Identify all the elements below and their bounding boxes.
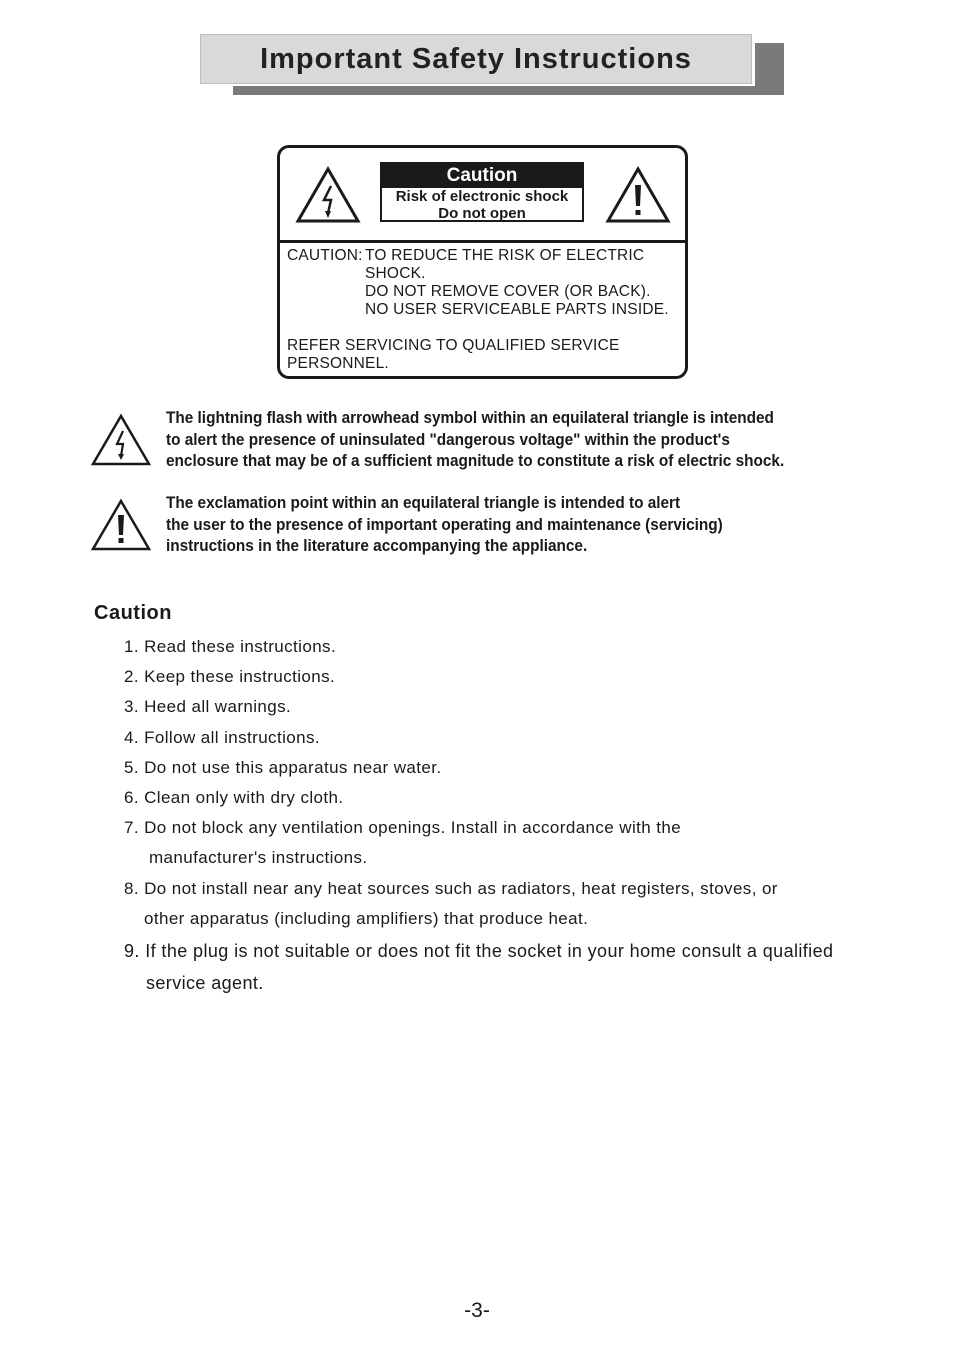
- caution-line: SHOCK.: [365, 265, 426, 282]
- exclamation-symbol-description: [166, 493, 836, 558]
- page-title: Important Safety Instructions: [260, 42, 692, 75]
- description-line: to alert the presence of uninsulated "dangerous voltage" within the product's: [166, 430, 730, 449]
- caution-label-text: [287, 247, 682, 373]
- list-item: 4. Follow all instructions.: [124, 728, 320, 747]
- lightning-symbol-icon: [90, 413, 152, 467]
- header-shadow-right: [755, 43, 784, 95]
- caution-line: NO USER SERVICEABLE PARTS INSIDE.: [365, 301, 669, 318]
- list-item-continuation: service agent.: [146, 973, 264, 993]
- list-item: 6. Clean only with dry cloth.: [124, 788, 344, 807]
- caution-line: DO NOT REMOVE COVER (OR BACK).: [365, 283, 651, 300]
- header-shadow: [233, 86, 784, 95]
- list-item: 9. If the plug is not suitable or does not fit the socket in your home consult a qualified: [124, 941, 834, 961]
- caution-line: TO REDUCE THE RISK OF ELECTRIC: [365, 247, 645, 264]
- list-item: 3. Heed all warnings.: [124, 697, 292, 716]
- caution-key: CAUTION:: [287, 247, 363, 264]
- caution-plate-title: Caution: [382, 164, 582, 188]
- exclamation-symbol-icon: [90, 498, 152, 552]
- refer-line: PERSONNEL.: [287, 355, 389, 372]
- caution-plate-line: Do not open: [438, 205, 526, 222]
- caution-label-top: [280, 148, 685, 243]
- description-line: The exclamation point within an equilateral triangle is intended to alert: [166, 494, 681, 512]
- list-item: 2. Keep these instructions.: [124, 667, 336, 686]
- page-number: -3-: [464, 1299, 490, 1322]
- list-item: 8. Do not install near any heat sources such as radiators, heat registers, stoves, or: [124, 879, 778, 898]
- header-banner: [200, 34, 752, 84]
- description-line: The lightning flash with arrowhead symbol within an equilateral triangle is intended: [166, 409, 774, 427]
- caution-heading: Caution: [94, 602, 172, 624]
- caution-label: [277, 145, 688, 379]
- caution-plate: [380, 162, 584, 222]
- description-line: enclosure that may be of a sufficient magnitude to constitute a risk of electric shock.: [166, 452, 785, 470]
- list-item: 1. Read these instructions.: [124, 637, 337, 656]
- lightning-warning-icon: [295, 166, 361, 224]
- description-line: instructions in the literature accompanying the appliance.: [166, 537, 588, 555]
- refer-line: REFER SERVICING TO QUALIFIED SERVICE: [287, 337, 620, 354]
- list-item: 7. Do not block any ventilation openings. Install in accordance with the: [124, 818, 682, 837]
- list-item-continuation: manufacturer's instructions.: [149, 848, 368, 867]
- description-line: the user to the presence of important operating and maintenance (servicing): [166, 515, 723, 534]
- list-item: 5. Do not use this apparatus near water.: [124, 758, 442, 777]
- exclamation-warning-icon: [605, 166, 671, 224]
- caution-plate-line: Risk of electronic shock: [395, 188, 569, 205]
- list-item-continuation: other apparatus (including amplifiers) that produce heat.: [144, 909, 589, 928]
- lightning-symbol-description: [166, 408, 836, 473]
